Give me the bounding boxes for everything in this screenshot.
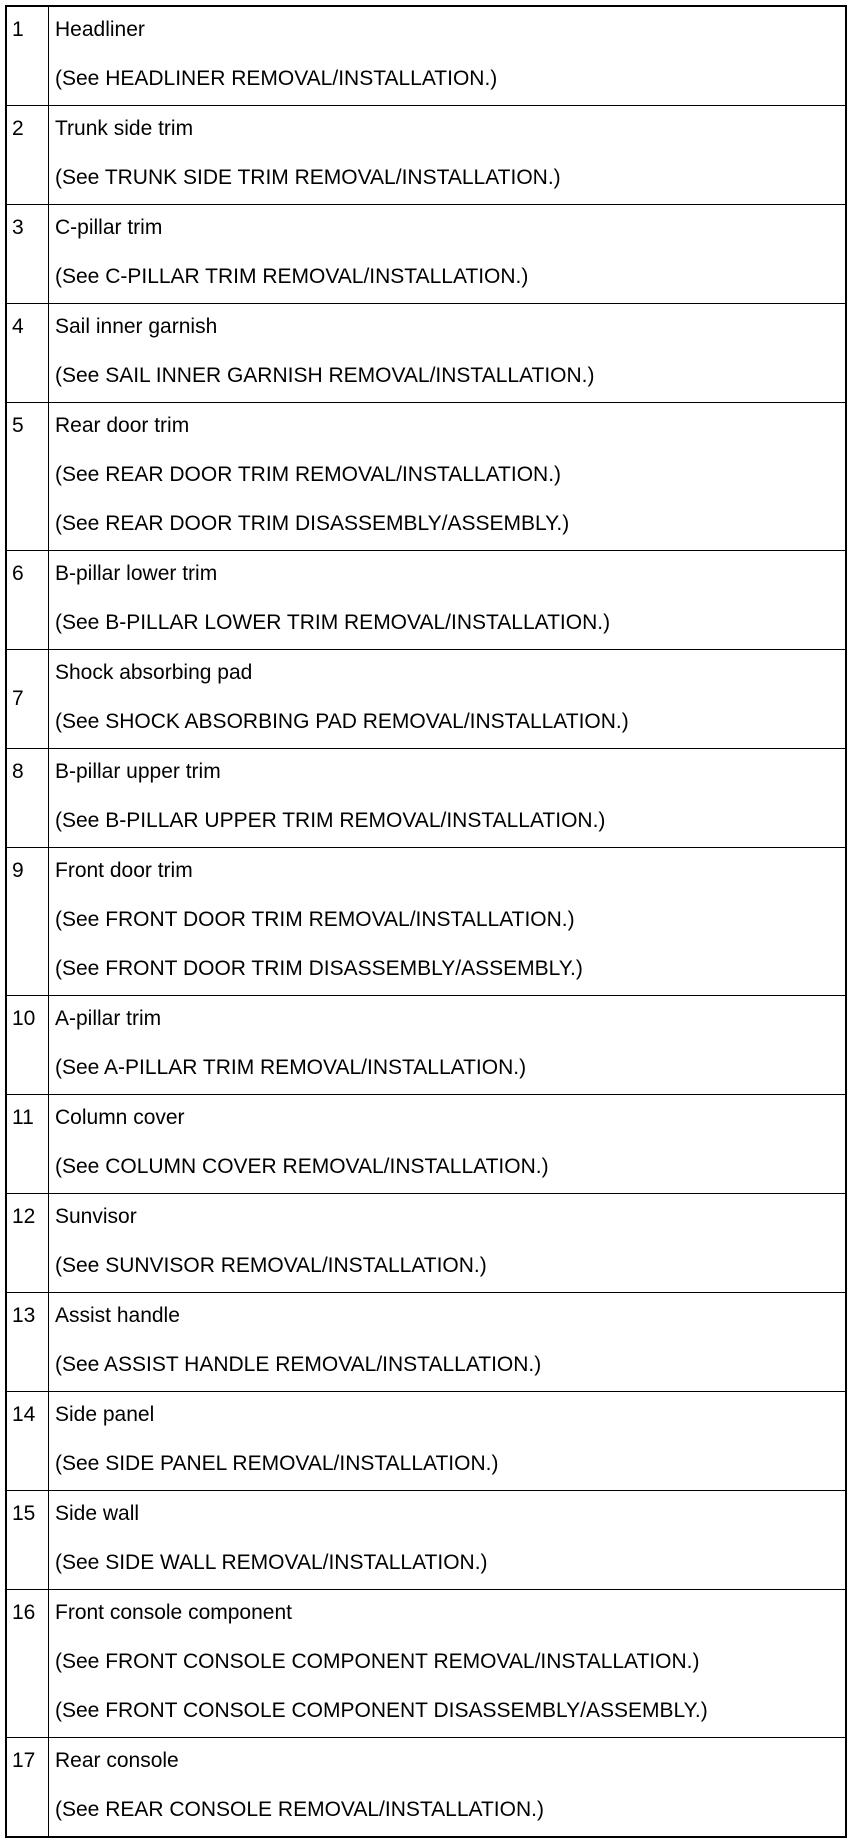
table-row bbox=[6, 106, 846, 205]
row-number: 5 bbox=[12, 414, 24, 437]
component-name: Sunvisor bbox=[55, 1205, 137, 1228]
row-number-cell bbox=[6, 304, 49, 403]
procedure-reference: (See SHOCK ABSORBING PAD REMOVAL/INSTALLATION.) bbox=[55, 710, 629, 733]
procedure-table-body bbox=[6, 6, 846, 1837]
row-content-cell bbox=[49, 650, 847, 749]
component-name: C-pillar trim bbox=[55, 216, 163, 239]
row-content-cell bbox=[49, 1194, 847, 1293]
procedure-reference: (See FRONT CONSOLE COMPONENT DISASSEMBLY/ASSEMBLY.) bbox=[55, 1699, 708, 1722]
row-content-cell bbox=[49, 6, 847, 106]
component-name: Rear door trim bbox=[55, 414, 190, 437]
row-number: 9 bbox=[12, 859, 24, 882]
row-number-cell bbox=[6, 996, 49, 1095]
row-number-cell bbox=[6, 1738, 49, 1838]
procedure-reference: (See SIDE WALL REMOVAL/INSTALLATION.) bbox=[55, 1551, 488, 1574]
procedure-reference: (See FRONT DOOR TRIM REMOVAL/INSTALLATION.) bbox=[55, 908, 575, 931]
row-content-cell bbox=[49, 1293, 847, 1392]
row-content-cell bbox=[49, 1392, 847, 1491]
procedure-reference: (See SIDE PANEL REMOVAL/INSTALLATION.) bbox=[55, 1452, 499, 1475]
row-number: 4 bbox=[12, 315, 24, 338]
component-name: Sail inner garnish bbox=[55, 315, 218, 338]
table-row bbox=[6, 749, 846, 848]
table-row bbox=[6, 1293, 846, 1392]
component-name: Trunk side trim bbox=[55, 117, 194, 140]
row-number-cell bbox=[6, 205, 49, 304]
row-content-cell bbox=[49, 996, 847, 1095]
row-number: 15 bbox=[12, 1502, 36, 1525]
row-number-cell bbox=[6, 1293, 49, 1392]
component-name: B-pillar upper trim bbox=[55, 760, 221, 783]
procedure-reference: (See ASSIST HANDLE REMOVAL/INSTALLATION.) bbox=[55, 1353, 542, 1376]
procedure-reference: (See REAR CONSOLE REMOVAL/INSTALLATION.) bbox=[55, 1798, 544, 1821]
component-name: Headliner bbox=[55, 18, 145, 41]
row-number: 11 bbox=[12, 1106, 34, 1129]
procedure-table bbox=[5, 5, 847, 1838]
procedure-reference: (See REAR DOOR TRIM DISASSEMBLY/ASSEMBLY.) bbox=[55, 512, 570, 535]
component-name: B-pillar lower trim bbox=[55, 562, 218, 585]
row-number-cell bbox=[6, 551, 49, 650]
component-name: Rear console bbox=[55, 1749, 179, 1772]
row-number: 2 bbox=[12, 117, 24, 140]
table-row bbox=[6, 205, 846, 304]
component-name: Assist handle bbox=[55, 1304, 180, 1327]
table-row bbox=[6, 6, 846, 106]
row-content-cell bbox=[49, 749, 847, 848]
row-number-cell bbox=[6, 650, 49, 749]
row-content-cell bbox=[49, 1095, 847, 1194]
procedure-reference: (See TRUNK SIDE TRIM REMOVAL/INSTALLATION.) bbox=[55, 166, 561, 189]
row-number-cell bbox=[6, 106, 49, 205]
row-number-cell bbox=[6, 1194, 49, 1293]
row-content-cell bbox=[49, 848, 847, 996]
row-number: 16 bbox=[12, 1601, 36, 1624]
row-content-cell bbox=[49, 403, 847, 551]
table-row bbox=[6, 1491, 846, 1590]
table-row bbox=[6, 1095, 846, 1194]
row-number: 1 bbox=[12, 18, 24, 41]
row-content-cell bbox=[49, 551, 847, 650]
row-content-cell bbox=[49, 205, 847, 304]
table-row bbox=[6, 304, 846, 403]
table-row bbox=[6, 1590, 846, 1738]
table-row bbox=[6, 650, 846, 749]
procedure-reference: (See B-PILLAR UPPER TRIM REMOVAL/INSTALLATION.) bbox=[55, 809, 606, 832]
row-number: 13 bbox=[12, 1304, 36, 1327]
procedure-reference: (See C-PILLAR TRIM REMOVAL/INSTALLATION.) bbox=[55, 265, 529, 288]
procedure-reference: (See A-PILLAR TRIM REMOVAL/INSTALLATION.) bbox=[55, 1056, 527, 1079]
procedure-reference: (See REAR DOOR TRIM REMOVAL/INSTALLATION.) bbox=[55, 463, 562, 486]
row-number: 12 bbox=[12, 1205, 36, 1228]
table-row bbox=[6, 551, 846, 650]
table-row bbox=[6, 403, 846, 551]
row-content-cell bbox=[49, 1738, 847, 1838]
table-row bbox=[6, 1194, 846, 1293]
row-number-cell bbox=[6, 1095, 49, 1194]
table-row bbox=[6, 1738, 846, 1838]
component-name: Side wall bbox=[55, 1502, 140, 1525]
row-number-cell bbox=[6, 848, 49, 996]
component-name: Shock absorbing pad bbox=[55, 661, 253, 684]
row-number: 14 bbox=[12, 1403, 36, 1426]
row-content-cell bbox=[49, 1491, 847, 1590]
procedure-reference: (See FRONT DOOR TRIM DISASSEMBLY/ASSEMBLY.) bbox=[55, 957, 583, 980]
row-number-cell bbox=[6, 1590, 49, 1738]
component-name: Column cover bbox=[55, 1106, 185, 1129]
row-number-cell bbox=[6, 1392, 49, 1491]
procedure-reference: (See SUNVISOR REMOVAL/INSTALLATION.) bbox=[55, 1254, 487, 1277]
row-content-cell bbox=[49, 1590, 847, 1738]
procedure-reference: (See SAIL INNER GARNISH REMOVAL/INSTALLATION.) bbox=[55, 364, 595, 387]
row-content-cell bbox=[49, 106, 847, 205]
row-number: 3 bbox=[12, 216, 24, 239]
table-row bbox=[6, 848, 846, 996]
procedure-reference: (See COLUMN COVER REMOVAL/INSTALLATION.) bbox=[55, 1155, 549, 1178]
table-row bbox=[6, 996, 846, 1095]
component-name: A-pillar trim bbox=[55, 1007, 162, 1030]
row-number-cell bbox=[6, 1491, 49, 1590]
row-number: 8 bbox=[12, 760, 24, 783]
procedure-reference: (See B-PILLAR LOWER TRIM REMOVAL/INSTALLATION.) bbox=[55, 611, 611, 634]
row-number: 7 bbox=[12, 687, 24, 710]
component-name: Front door trim bbox=[55, 859, 193, 882]
row-number-cell bbox=[6, 403, 49, 551]
table-row bbox=[6, 1392, 846, 1491]
component-name: Side panel bbox=[55, 1403, 155, 1426]
procedure-reference: (See FRONT CONSOLE COMPONENT REMOVAL/INSTALLATION.) bbox=[55, 1650, 700, 1673]
component-name: Front console component bbox=[55, 1601, 292, 1624]
row-number-cell bbox=[6, 749, 49, 848]
row-number: 6 bbox=[12, 562, 24, 585]
procedure-reference: (See HEADLINER REMOVAL/INSTALLATION.) bbox=[55, 67, 498, 90]
row-number: 17 bbox=[12, 1749, 36, 1772]
row-number-cell bbox=[6, 6, 49, 106]
row-content-cell bbox=[49, 304, 847, 403]
row-number: 10 bbox=[12, 1007, 36, 1030]
